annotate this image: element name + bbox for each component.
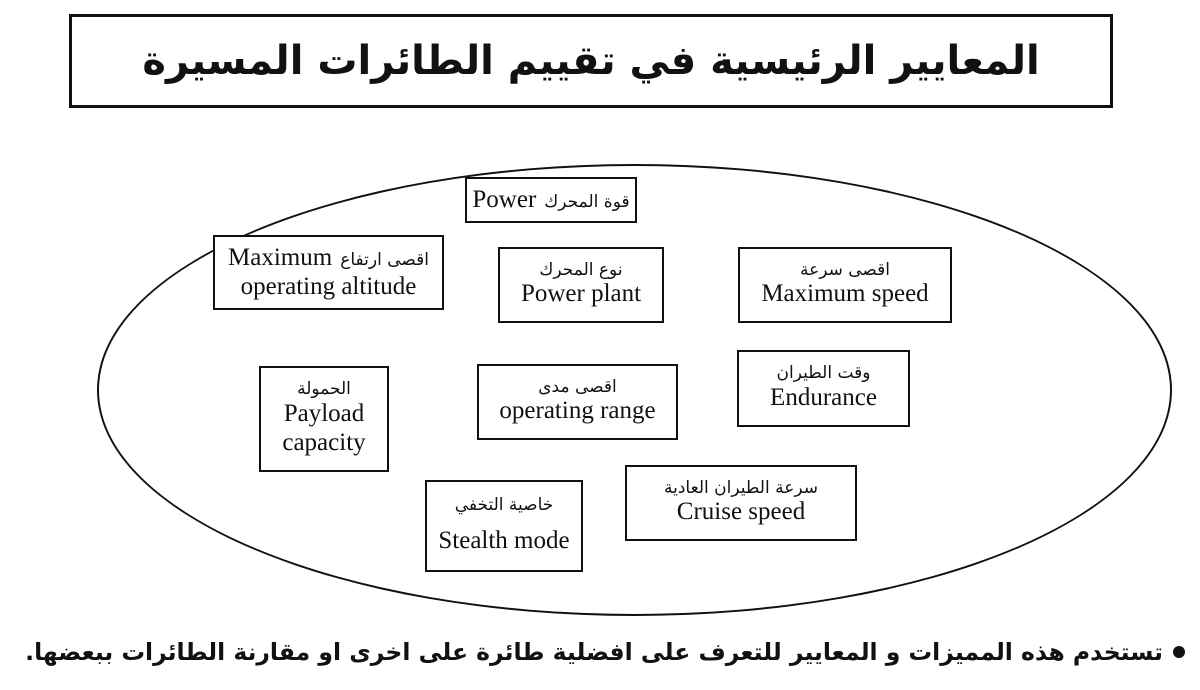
criterion-payload-ar: الحمولة — [297, 379, 351, 400]
criterion-max-altitude — [213, 235, 444, 310]
criterion-power-ar: قوة المحرك — [544, 191, 630, 212]
criterion-max-altitude-en-2: operating altitude — [240, 272, 417, 300]
criterion-endurance — [737, 350, 910, 427]
footer-note — [25, 630, 1185, 674]
criterion-cruise-en: Cruise speed — [676, 498, 806, 526]
footer-text: تستخدم هذه المميزات و المعايير للتعرف على افضلية طائرة على اخرى او مقارنة الطائرات ببعضها. — [25, 638, 1163, 666]
criterion-stealth — [425, 480, 583, 572]
criterion-power — [465, 177, 637, 223]
criterion-payload — [259, 366, 389, 472]
criterion-max-speed-ar: اقصى سرعة — [799, 259, 891, 280]
criterion-max-altitude-en-1: Maximum — [228, 243, 333, 271]
criterion-range-ar: اقصى مدى — [538, 376, 617, 397]
bullet-icon — [1173, 646, 1185, 658]
criterion-range-en: operating range — [499, 397, 656, 425]
criterion-max-speed-en: Maximum speed — [761, 280, 929, 308]
criterion-endurance-ar: وقت الطيران — [776, 363, 871, 384]
criterion-range — [477, 364, 678, 440]
diagram-title: المعايير الرئيسية في تقييم الطائرات المسيرة — [142, 38, 1040, 84]
criterion-max-speed — [738, 247, 952, 323]
criterion-power-plant-ar: نوع المحرك — [539, 259, 623, 280]
criterion-power-en: Power — [472, 185, 537, 213]
criterion-endurance-en: Endurance — [770, 383, 877, 411]
criterion-payload-en-1: Payload — [283, 400, 365, 428]
criterion-stealth-ar: خاصية التخفي — [454, 494, 554, 515]
criterion-cruise-ar: سرعة الطيران العادية — [664, 477, 818, 498]
criterion-power-plant — [498, 247, 664, 323]
criterion-max-altitude-ar: اقصى ارتفاع — [340, 249, 429, 270]
criterion-payload-en-2: capacity — [282, 428, 366, 456]
criterion-stealth-en: Stealth mode — [438, 527, 570, 555]
criterion-power-plant-en: Power plant — [520, 280, 642, 308]
criterion-cruise — [625, 465, 857, 541]
title-box — [69, 14, 1113, 108]
